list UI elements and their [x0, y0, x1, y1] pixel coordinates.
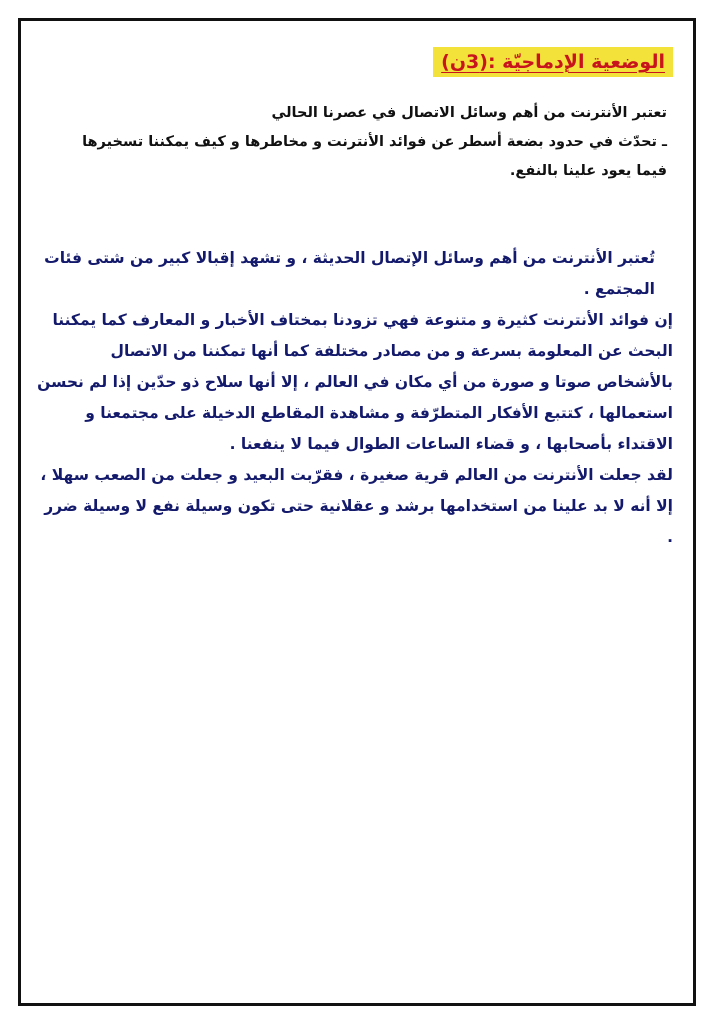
- answer-paragraph-2: إن فوائد الأنترنت كثيرة و متنوعة فهي تزودنا بمختاف الأخبار و المعارف كما يمكننا البحث عن المعلومة بسرعة و من مصادر مختلفة كما أنها تمكننا من الاتصال بالأشخاص صوتا و صورة من أي مكان في العالم ، إلا أنها سلاح ذو حدّين إذا لم نحسن استعمالها ، كتتبع الأفكار المتطرّفة و مشاهدة المقاطع الدخيلة على مجتمعنا و الاقتداء بأصحابها ، و قضاء الساعات الطوال فيما لا ينفعنا .: [37, 311, 673, 453]
- answer-paragraph-3: لقد جعلت الأنترنت من العالم قرية صغيرة ، فقرّبت البعيد و جعلت من الصعب سهلا ، إلا أنه لا بد علينا من استخدامها برشد و عقلانية حتى تكون وسيلة نفع لا وسيلة ضرر .: [40, 466, 673, 546]
- answer-paragraph-1: تُعتبر الأنترنت من أهم وسائل الإتصال الحديثة ، و تشهد إقبالا كبير من شتى فئات المجتمع .: [44, 249, 655, 298]
- title-wrap: [433, 47, 673, 77]
- exercise-title: الوضعية الإدماجيّة :(3ن): [433, 47, 673, 77]
- prompt-line-2: ـ تحدّث في حدود بضعة أسطر عن فوائد الأنترنت و مخاطرها و كيف يمكننا تسخيرها فيما يعود علينا بالنفع.: [82, 134, 667, 179]
- page-frame: [18, 18, 696, 1006]
- prompt-line-1: تعتبر الأنترنت من أهم وسائل الاتصال في عصرنا الحالي: [271, 105, 667, 121]
- answer-text: [33, 243, 673, 553]
- exercise-prompt: [47, 99, 667, 186]
